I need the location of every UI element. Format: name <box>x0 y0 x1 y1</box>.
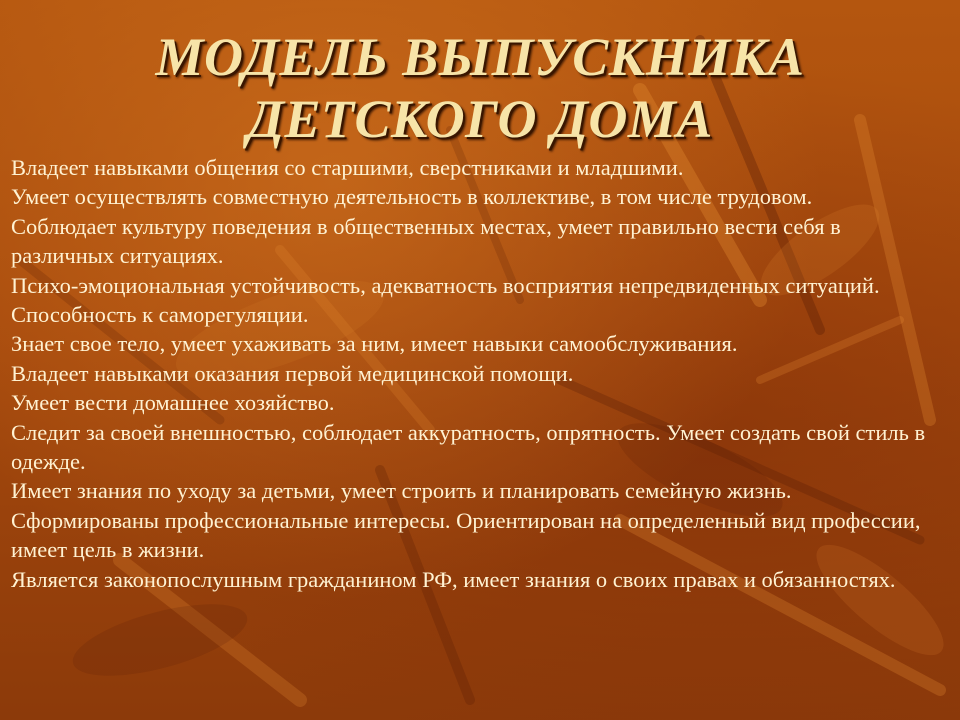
slide-title <box>0 26 960 150</box>
paragraph-first-aid: Владеет навыками оказания первой медицинской помощи. <box>11 360 574 386</box>
decor-leaf <box>66 590 254 691</box>
paragraph-profession: Сформированы профессиональные интересы. Ориентирован на определенный вид профессии, имеет цель в жизни. <box>11 507 921 563</box>
paragraph-self-care: Знает свое тело, умеет ухаживать за ним, имеет навыки самообслуживания. <box>11 331 738 357</box>
paragraph-childcare: Имеет знания по уходу за детьми, умеет строить и планировать семейную жизнь. <box>11 478 792 504</box>
body-text <box>11 153 946 594</box>
paragraph-housekeeping: Умеет вести домашнее хозяйство. <box>11 390 335 416</box>
title-line-2: ДЕТСКОГО ДОМА <box>247 89 713 149</box>
paragraph-citizenship: Является законопослушным гражданином РФ, имеет знания о своих правах и обязанностях. <box>11 566 896 592</box>
title-line-1: МОДЕЛЬ ВЫПУСКНИКА <box>155 27 805 87</box>
paragraph-behavior: Соблюдает культуру поведения в общественных местах, умеет правильно вести себя в различных ситуациях. <box>11 213 841 269</box>
paragraph-joint-activity: Умеет осуществлять совместную деятельность в коллективе, в том числе трудовом. <box>11 184 813 210</box>
paragraph-communication: Владеет навыками общения со старшими, сверстниками и младшими. <box>11 155 684 180</box>
paragraph-emotional-stability: Психо-эмоциональная устойчивость, адекватность восприятия непредвиденных ситуаций. Способность к саморегуляции. <box>11 272 880 328</box>
paragraph-appearance: Следит за своей внешностью, соблюдает аккуратность, опрятность. Умеет создать свой стиль в одежде. <box>11 419 926 475</box>
